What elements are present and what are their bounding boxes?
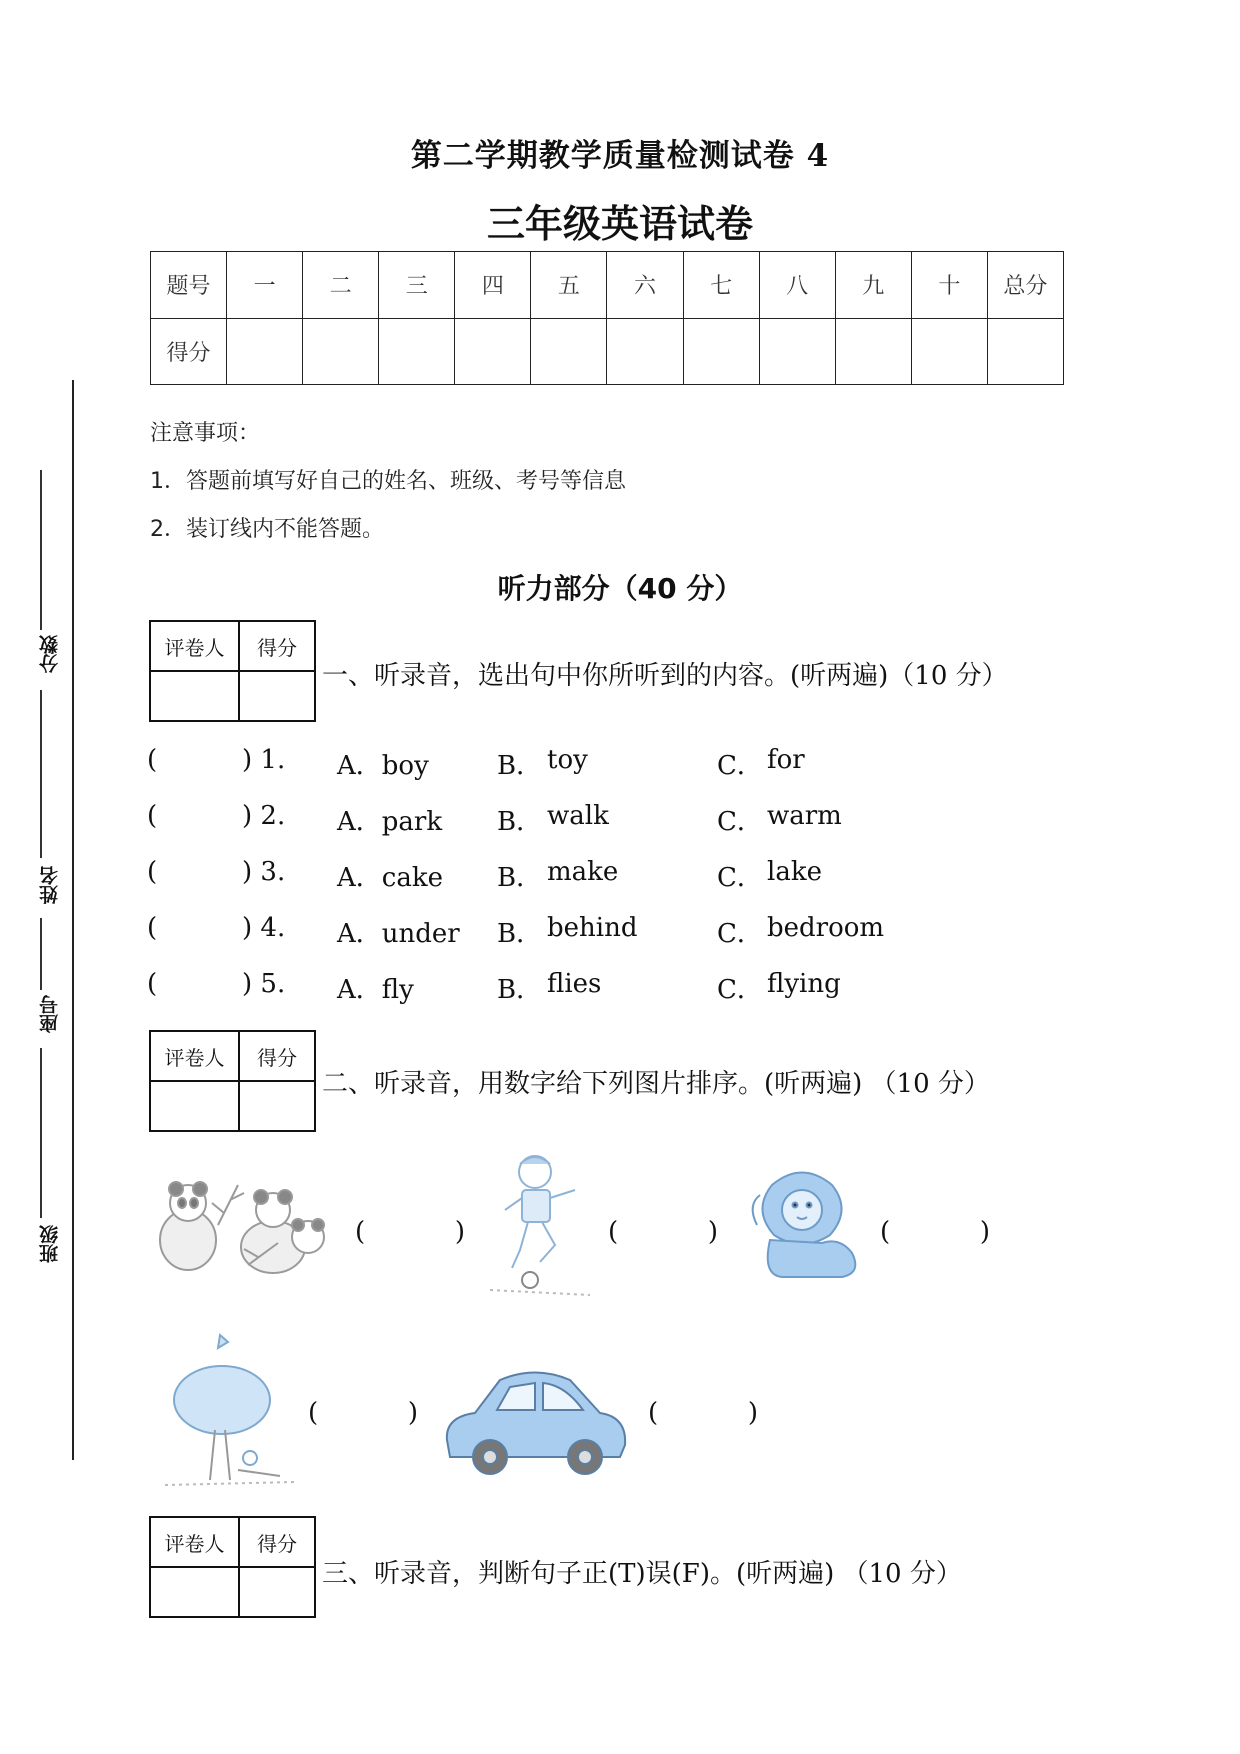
score-table-header-row: [151, 252, 1064, 319]
question-row-5: [147, 969, 1047, 1009]
car-icon: [435, 1365, 635, 1477]
option-b-label: B．: [497, 863, 543, 893]
question-row-2: [147, 801, 1047, 841]
grader-score-cell[interactable]: [239, 1567, 315, 1617]
option-b: toy: [547, 745, 588, 775]
option-b-label: B．: [497, 807, 543, 837]
grader-score-label: 得分: [239, 1031, 315, 1081]
exam-title: 第二学期教学质量检测试卷 4: [410, 138, 830, 174]
score-cell[interactable]: [759, 318, 835, 385]
option-c-label: C．: [717, 863, 763, 893]
question-number: ) 2.: [242, 801, 286, 831]
grader-score-label: 得分: [239, 1517, 315, 1567]
cell-total-label: 总分: [987, 252, 1063, 319]
option-a: A．park: [337, 807, 443, 837]
answer-paren[interactable]: (: [147, 969, 158, 999]
side-label-score: 分数: [39, 635, 61, 673]
grader-box-3: [149, 1516, 316, 1618]
picture-2-answer[interactable]: [608, 1217, 718, 1247]
pandas-icon: [148, 1165, 343, 1280]
answer-paren[interactable]: (: [147, 801, 158, 831]
score-cell[interactable]: [379, 318, 455, 385]
cell-q4: 四: [455, 252, 531, 319]
bracket-open: (: [608, 1217, 619, 1247]
binding-line: [72, 380, 74, 1460]
grader-score-cell[interactable]: [239, 1081, 315, 1131]
cell-q8: 八: [759, 252, 835, 319]
bracket-close: ): [407, 1398, 418, 1428]
note-item-2: 2．装订线内不能答题。: [150, 517, 384, 542]
class-fill-line: [40, 1048, 42, 1218]
option-a: A．fly: [337, 975, 414, 1005]
score-cell[interactable]: [455, 318, 531, 385]
seat-fill-line: [40, 918, 42, 990]
picture-3-answer[interactable]: [880, 1217, 990, 1247]
cell-q3: 三: [379, 252, 455, 319]
tree-kite-icon: [160, 1330, 300, 1490]
note-item-1: 1．答题前填写好自己的姓名、班级、考号等信息: [150, 469, 626, 494]
option-c-label: C．: [717, 807, 763, 837]
cell-q7: 七: [683, 252, 759, 319]
option-a: A．boy: [337, 751, 429, 781]
question-row-3: [147, 857, 1047, 897]
option-a: A．under: [337, 919, 460, 949]
section-3-heading: 三、听录音，判断句子正(T)误(F)。(听两遍) （10 分）: [322, 1559, 962, 1589]
grader-name-cell[interactable]: [150, 1081, 239, 1131]
section-1-heading: 一、听录音，选出句中你所听到的内容。(听两遍)（10 分）: [322, 661, 1008, 691]
score-table: [150, 251, 1064, 385]
listening-part-title: 听力部分（40 分）: [497, 572, 743, 605]
bracket-open: (: [308, 1398, 319, 1428]
cell-q2: 二: [303, 252, 379, 319]
cell-q9: 九: [835, 252, 911, 319]
grader-score-cell[interactable]: [239, 671, 315, 721]
side-label-name: 姓名: [39, 866, 61, 904]
exam-subtitle: 三年级英语试卷: [486, 202, 753, 246]
question-number: ) 4.: [242, 913, 286, 943]
question-number: ) 5.: [242, 969, 286, 999]
picture-4-answer[interactable]: [308, 1398, 418, 1428]
option-c: lake: [767, 857, 822, 887]
answer-paren[interactable]: (: [147, 745, 158, 775]
answer-paren[interactable]: (: [147, 857, 158, 887]
cell-q6: 六: [607, 252, 683, 319]
option-b-label: B．: [497, 919, 543, 949]
grader-name-cell[interactable]: [150, 671, 239, 721]
cell-q10: 十: [911, 252, 987, 319]
score-cell[interactable]: [835, 318, 911, 385]
side-label-seat: 座号: [39, 995, 61, 1033]
grader-box-1: [149, 620, 316, 722]
bracket-close: ): [979, 1217, 990, 1247]
score-cell[interactable]: [911, 318, 987, 385]
bracket-close: ): [707, 1217, 718, 1247]
grader-label: 评卷人: [150, 1031, 239, 1081]
option-c: warm: [767, 801, 842, 831]
question-number: ) 1.: [242, 745, 286, 775]
notes-block: [150, 410, 626, 554]
option-c: for: [767, 745, 805, 775]
boy-football-icon: [480, 1150, 595, 1300]
cell-question-number-label: 题号: [151, 252, 227, 319]
lion-icon: [742, 1165, 867, 1285]
option-c-label: C．: [717, 975, 763, 1005]
score-cell[interactable]: [683, 318, 759, 385]
grader-label: 评卷人: [150, 1517, 239, 1567]
option-c: bedroom: [767, 913, 885, 943]
score-cell-total[interactable]: [987, 318, 1063, 385]
side-label-class: 班级: [39, 1225, 61, 1263]
picture-1-answer[interactable]: [355, 1217, 465, 1247]
option-b-label: B．: [497, 975, 543, 1005]
question-row-1: [147, 745, 1047, 785]
score-table-score-row: [151, 318, 1064, 385]
option-c: flying: [767, 969, 841, 999]
option-b: make: [547, 857, 619, 887]
section-2-heading: 二、听录音，用数字给下列图片排序。(听两遍) （10 分）: [322, 1069, 990, 1099]
option-b: flies: [547, 969, 602, 999]
score-cell[interactable]: [531, 318, 607, 385]
option-b-label: B．: [497, 751, 543, 781]
bracket-close: ): [454, 1217, 465, 1247]
question-row-4: [147, 913, 1047, 953]
bracket-open: (: [880, 1217, 891, 1247]
grader-name-cell[interactable]: [150, 1567, 239, 1617]
score-cell[interactable]: [607, 318, 683, 385]
grader-label: 评卷人: [150, 621, 239, 671]
score-cell[interactable]: [227, 318, 303, 385]
option-b: walk: [547, 801, 609, 831]
option-c-label: C．: [717, 751, 763, 781]
score-cell[interactable]: [303, 318, 379, 385]
picture-5-answer[interactable]: [648, 1398, 758, 1428]
option-c-label: C．: [717, 919, 763, 949]
option-b: behind: [547, 913, 638, 943]
cell-q5: 五: [531, 252, 607, 319]
answer-paren[interactable]: (: [147, 913, 158, 943]
bracket-close: ): [747, 1398, 758, 1428]
grader-box-2: [149, 1030, 316, 1132]
grader-score-label: 得分: [239, 621, 315, 671]
name-fill-line: [40, 690, 42, 858]
cell-score-label: 得分: [151, 318, 227, 385]
bracket-open: (: [648, 1398, 659, 1428]
question-number: ) 3.: [242, 857, 286, 887]
bracket-open: (: [355, 1217, 366, 1247]
cell-q1: 一: [227, 252, 303, 319]
notes-heading: 注意事项：: [150, 421, 261, 446]
option-a: A．cake: [337, 863, 443, 893]
